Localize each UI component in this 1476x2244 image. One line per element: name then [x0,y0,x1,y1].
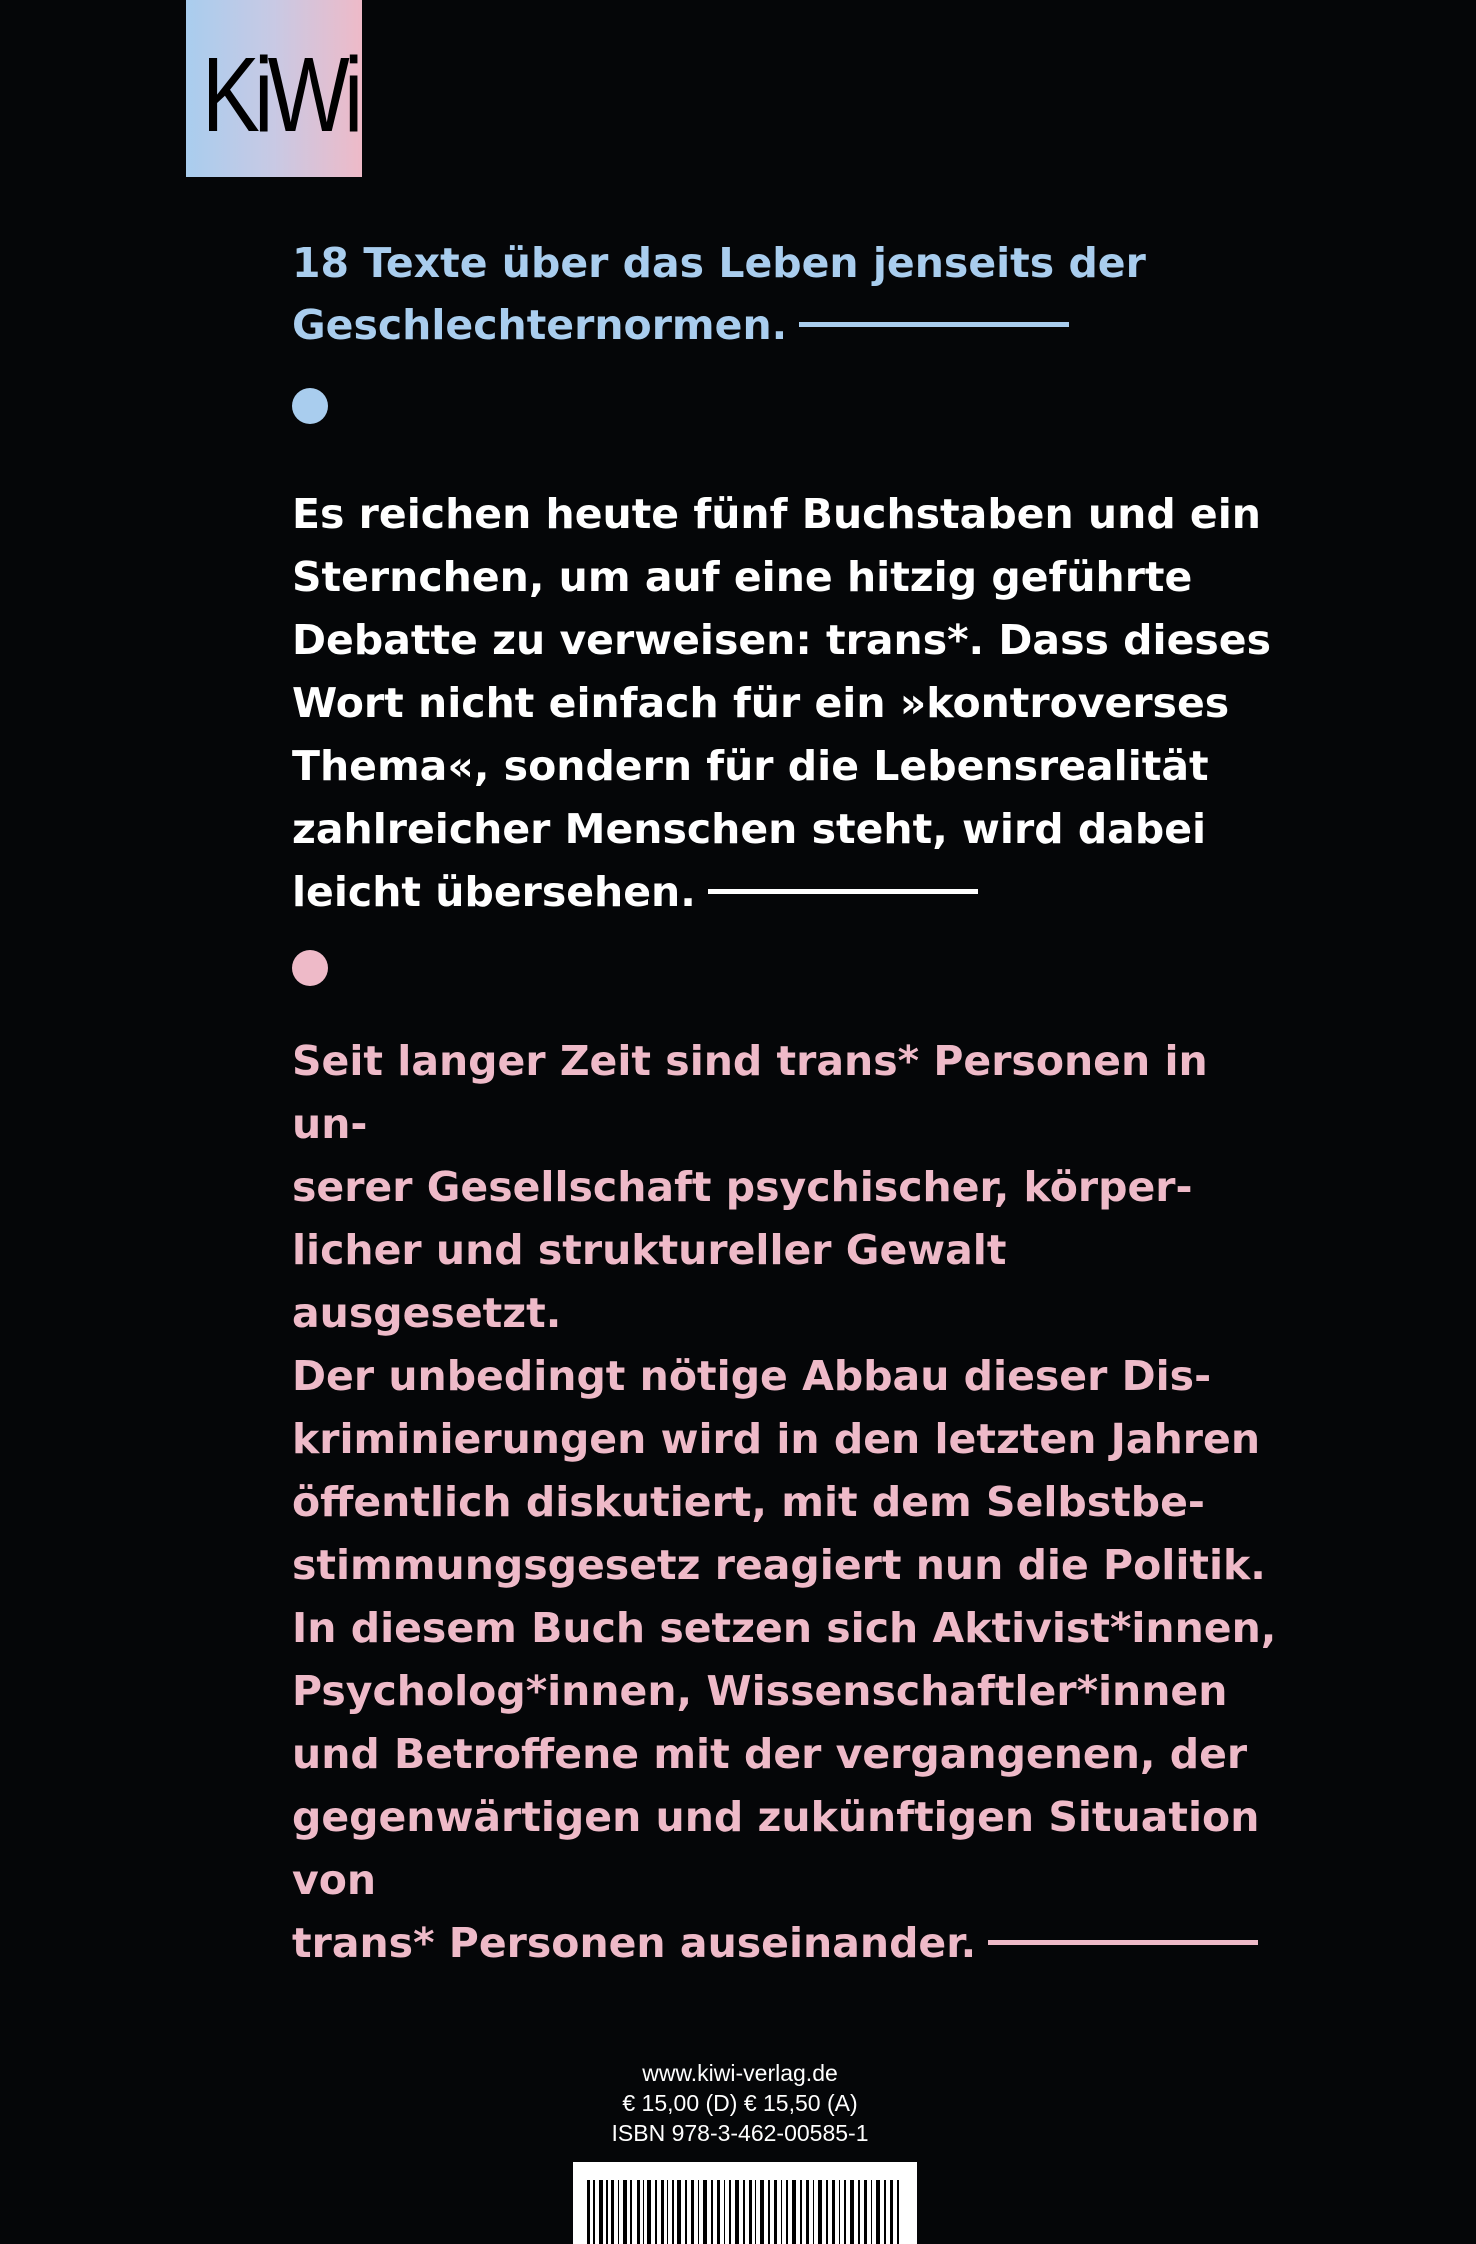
barcode-bars [587,2180,903,2244]
paragraph-line: Es reichen heute fünf Buchstaben und ein [292,490,1261,538]
paragraph-line: trans* Personen auseinander. [292,1919,977,1967]
paragraph-line: zahlreicher Menschen steht, wird dabei [292,805,1207,853]
paragraph-line: Wort nicht einfach für ein »kontroverses [292,679,1230,727]
paragraph-line: gegenwärtigen und zukünftigen Situation von [292,1793,1260,1904]
paragraph-line: Seit langer Zeit sind trans* Personen in un- [292,1037,1208,1148]
headline [292,232,1282,356]
barcode [573,2162,917,2244]
isbn-line: ISBN 978-3-462-00585-1 [611,2120,869,2146]
kiwi-logo [186,0,362,177]
paragraph-line: stimmungsgesetz reagiert nun die Politik. [292,1541,1266,1589]
paragraph-line: Thema«, sondern für die Lebensrealität [292,742,1209,790]
pink-dot-divider [292,950,328,986]
logo-text: KiWi [201,36,358,154]
blue-dot-divider [292,388,328,424]
intro-rule [708,889,978,894]
paragraph-line: In diesem Buch setzen sich Aktivist*innen, [292,1604,1277,1652]
headline-line: Geschlechternormen. [292,301,788,349]
paragraph-line: und Betroffene mit der vergangenen, der [292,1730,1248,1778]
price-line: € 15,00 (D) € 15,50 (A) [622,2090,858,2116]
paragraph-line: Debatte zu verweisen: trans*. Dass dieses [292,616,1271,664]
paragraph-line: Sternchen, um auf eine hitzig geführte [292,553,1193,601]
headline-line: 18 Texte über das Leben jenseits der [292,239,1146,287]
paragraph-line: licher und struktureller Gewalt ausgesetzt. [292,1226,1007,1337]
description-paragraph [292,1030,1282,1975]
paragraph-line: Der unbedingt nötige Abbau dieser Dis- [292,1352,1212,1400]
paragraph-line: öffentlich diskutiert, mit dem Selbstbe- [292,1478,1205,1526]
paragraph-line: Psycholog*innen, Wissenschaftler*innen [292,1667,1228,1715]
paragraph-line: serer Gesellschaft psychischer, körper- [292,1163,1193,1211]
publisher-website: www.kiwi-verlag.de [642,2060,838,2086]
imprint [560,2058,920,2148]
headline-rule [799,322,1069,327]
intro-paragraph [292,483,1282,924]
description-rule [988,1940,1258,1945]
paragraph-line: leicht übersehen. [292,868,696,916]
paragraph-line: kriminierungen wird in den letzten Jahren [292,1415,1261,1463]
